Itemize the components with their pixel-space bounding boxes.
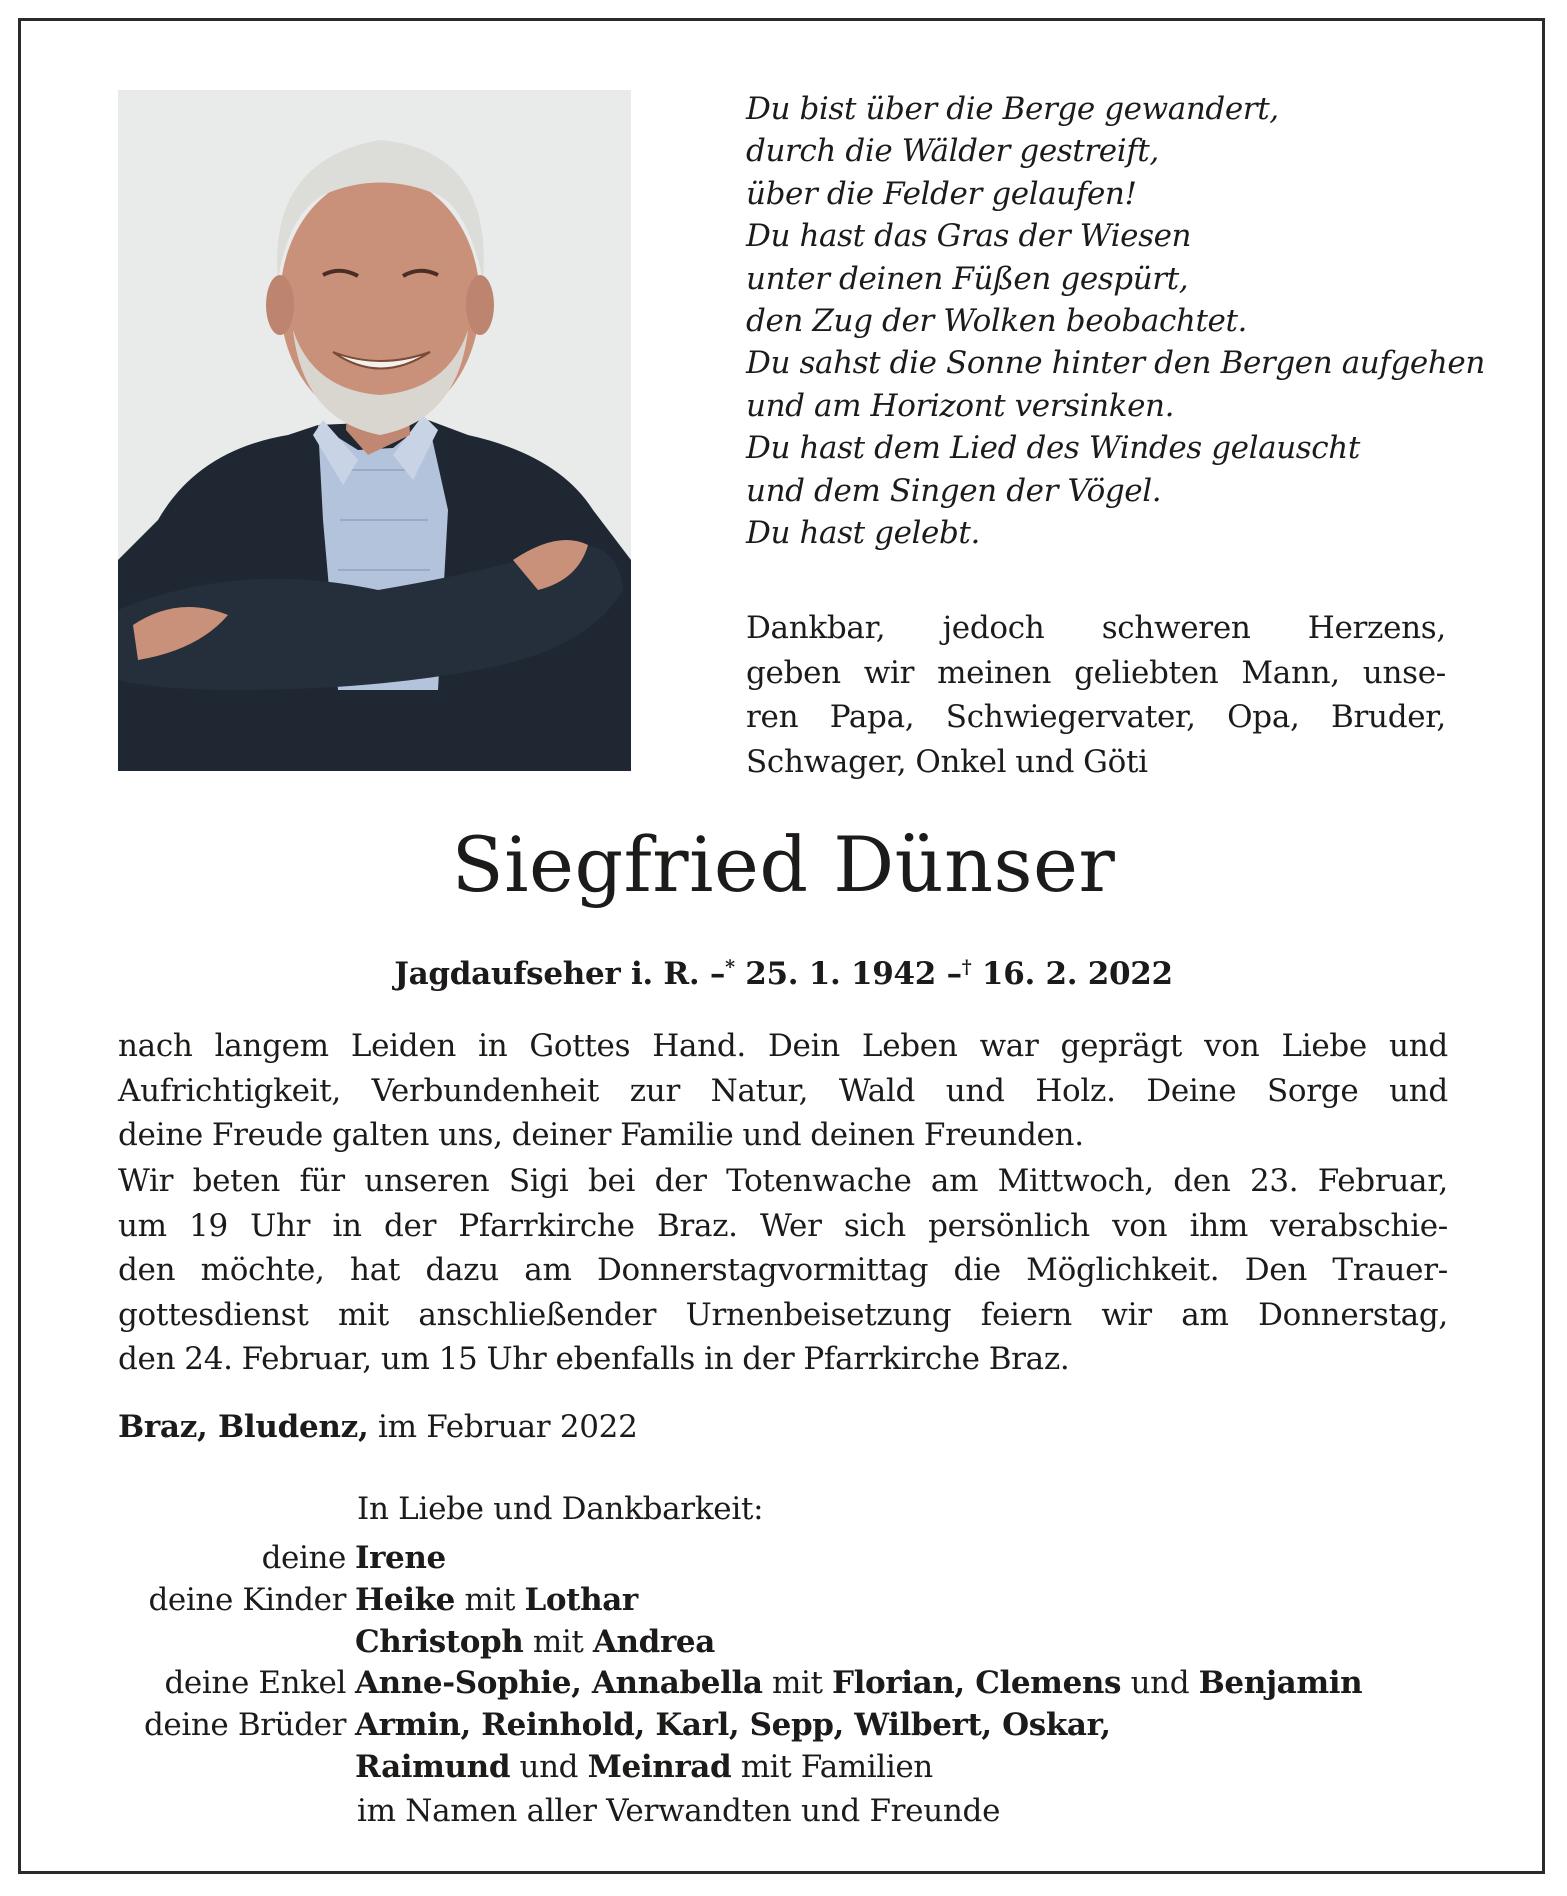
word: Uhr	[486, 1341, 547, 1377]
word: Freude	[211, 1117, 323, 1153]
word: bei	[587, 1163, 636, 1199]
word: ren	[746, 699, 799, 735]
word: Gottes	[529, 1028, 631, 1064]
word: der	[742, 1341, 795, 1377]
separator: –	[709, 956, 726, 992]
family-names	[355, 1580, 638, 1622]
relation-label	[118, 1622, 355, 1664]
family-names	[355, 1747, 933, 1789]
word: den	[118, 1252, 176, 1288]
word: Göti	[1083, 743, 1148, 780]
word: Dein	[767, 1028, 840, 1064]
poem-line: Du sahst die Sonne hinter den Bergen aufgehen	[746, 345, 1485, 382]
word: am	[930, 1163, 979, 1199]
word: dazu	[425, 1252, 499, 1288]
word: Verbundenheit	[371, 1072, 600, 1109]
word: hat	[350, 1252, 401, 1288]
portrait-illustration	[118, 90, 631, 771]
word: geliebten	[1074, 654, 1219, 691]
family-member-name: Florian, Clemens	[832, 1665, 1122, 1702]
family-names	[355, 1622, 715, 1664]
intro-text	[746, 606, 1446, 784]
word: jedoch	[942, 610, 1045, 646]
word: Sorge	[1266, 1072, 1359, 1109]
family-row	[118, 1705, 1458, 1747]
text-line	[746, 606, 1446, 651]
word: am	[1181, 1296, 1229, 1333]
word: geben	[746, 654, 841, 691]
word: ihm	[1189, 1207, 1248, 1244]
word: Pfarrkirche	[803, 1341, 980, 1377]
word: den	[1173, 1163, 1231, 1199]
word: Februar,	[1317, 1163, 1448, 1199]
family-row	[118, 1580, 1458, 1622]
word: nach	[118, 1028, 193, 1064]
text-line	[118, 1069, 1448, 1114]
family-names	[355, 1663, 1362, 1705]
word: am	[524, 1252, 572, 1288]
word: Onkel	[915, 743, 1007, 780]
text-line	[118, 1293, 1448, 1338]
word: anschließender	[418, 1296, 657, 1333]
word: den	[118, 1341, 176, 1377]
word: Hand.	[652, 1028, 746, 1064]
word: 23.	[1249, 1163, 1299, 1199]
text-line	[118, 1204, 1448, 1249]
word: Aufrichtigkeit,	[118, 1072, 341, 1109]
word: langem	[214, 1028, 329, 1064]
word: Möglichkeit.	[1026, 1252, 1220, 1288]
poem-line: Du hast dem Lied des Windes gelauscht	[746, 430, 1360, 467]
poem	[746, 88, 1485, 554]
word: persönlich	[928, 1207, 1090, 1244]
family-member-name: Raimund	[355, 1748, 511, 1785]
word: in	[703, 1341, 734, 1377]
word: für	[299, 1163, 345, 1199]
word: Wald	[838, 1072, 916, 1109]
text-line	[118, 1337, 1448, 1382]
word: 24.	[184, 1341, 233, 1377]
paragraph-2	[118, 1159, 1448, 1382]
final-line: im Namen aller Verwandten und Freunde	[357, 1793, 1001, 1829]
poem-line: den Zug der Wolken beobachtet.	[746, 303, 1247, 340]
death-date: 16. 2. 2022	[981, 956, 1173, 992]
text-line	[746, 651, 1446, 696]
connector-text: und	[510, 1748, 588, 1785]
word: war	[979, 1028, 1039, 1064]
date: im Februar 2022	[378, 1409, 638, 1445]
word: Pfarrkirche	[458, 1207, 635, 1244]
word: wir	[1101, 1296, 1152, 1333]
word: 15	[438, 1341, 478, 1377]
word: zur	[629, 1072, 680, 1109]
word: beten	[192, 1163, 281, 1199]
family-member-name: Armin, Reinhold, Karl, Sepp, Wilbert, Oskar,	[355, 1707, 1111, 1744]
place: Braz, Bludenz,	[118, 1409, 369, 1445]
word: und	[1015, 743, 1075, 780]
word: Natur,	[710, 1072, 809, 1109]
word: Freunden.	[923, 1117, 1084, 1153]
text-line	[118, 1248, 1448, 1293]
deceased-name: Siegfried Dünser	[451, 820, 1116, 909]
separator: –	[946, 956, 962, 992]
poem-line: über die Felder gelaufen!	[746, 175, 1137, 212]
word: von	[1204, 1028, 1260, 1064]
word: von	[1112, 1207, 1168, 1244]
word: galten	[331, 1117, 430, 1153]
relation-label: deine	[261, 1540, 346, 1576]
word: Totenwache	[726, 1163, 912, 1199]
word: Papa,	[829, 699, 915, 735]
word: um	[118, 1207, 167, 1244]
poem-line: unter deinen Füßen gespürt,	[746, 260, 1189, 297]
word: Bruder,	[1331, 699, 1446, 735]
closing-phrase: In Liebe und Dankbarkeit:	[357, 1491, 764, 1527]
word: Deine	[1146, 1072, 1237, 1109]
portrait-photo	[118, 90, 631, 771]
word: meinen	[937, 654, 1052, 691]
poem-line: Du hast gelebt.	[746, 515, 980, 552]
poem-line: und dem Singen der Vögel.	[746, 472, 1162, 509]
word: Leiden	[350, 1028, 457, 1064]
family-row	[118, 1622, 1458, 1664]
word: Holz.	[1035, 1072, 1116, 1109]
word: gottesdienst	[118, 1296, 309, 1333]
word: 19	[189, 1207, 228, 1244]
word: verabschie-	[1270, 1207, 1448, 1244]
word: mit	[338, 1296, 389, 1333]
word: geprägt	[1060, 1028, 1183, 1064]
word: Schwager,	[746, 743, 907, 780]
family-member-name: Christoph	[355, 1623, 524, 1660]
word: uns,	[438, 1117, 503, 1153]
relation-label	[118, 1747, 355, 1789]
family-member-name: Lothar	[524, 1581, 638, 1618]
text-line	[118, 1024, 1448, 1069]
word: unse-	[1362, 654, 1446, 691]
place-date	[118, 1406, 638, 1448]
word: Februar,	[241, 1341, 372, 1377]
text-line	[118, 1159, 1448, 1204]
family-member-name: Anne-Sophie, Annabella	[355, 1665, 763, 1702]
family-names	[355, 1705, 1111, 1747]
family-row	[118, 1747, 1458, 1789]
word: Mittwoch,	[997, 1163, 1154, 1199]
word: unseren	[364, 1163, 490, 1199]
word: die	[953, 1252, 1001, 1288]
word: Familie	[620, 1117, 734, 1153]
word: in	[332, 1207, 362, 1244]
word: und	[1389, 1028, 1448, 1064]
word: und	[945, 1072, 1005, 1109]
word: schweren	[1101, 610, 1251, 646]
word: Urnenbeisetzung	[685, 1296, 952, 1333]
connector-text: mit	[455, 1581, 525, 1618]
birth-symbol: *	[725, 956, 735, 978]
word: Sigi	[508, 1163, 569, 1199]
word: in	[478, 1028, 508, 1064]
family-member-name: Irene	[355, 1540, 446, 1576]
word: deine	[118, 1117, 203, 1153]
family-row	[118, 1538, 1458, 1580]
poem-line: durch die Wälder gestreift,	[746, 133, 1159, 170]
word: deiner	[511, 1117, 612, 1153]
word: Herzens,	[1307, 610, 1446, 646]
word: wir	[863, 654, 915, 691]
word: und	[742, 1117, 802, 1153]
word: ebenfalls	[555, 1341, 695, 1377]
relation-label: deine Brüder	[143, 1707, 346, 1744]
relation-label: deine Enkel	[164, 1665, 346, 1702]
word: um	[380, 1341, 430, 1377]
word: Braz.	[656, 1207, 738, 1244]
connector-text: mit	[523, 1623, 593, 1660]
family-member-name: Heike	[355, 1581, 455, 1618]
word: Uhr	[250, 1207, 311, 1244]
occupation: Jagdaufseher i. R.	[394, 956, 700, 992]
word: Mann,	[1241, 654, 1340, 691]
word: der	[654, 1163, 707, 1199]
word: sich	[843, 1207, 906, 1244]
family-list	[118, 1538, 1458, 1789]
text-line	[746, 740, 1446, 785]
word: Donnerstagvormittag	[596, 1252, 929, 1288]
connector-text: mit	[762, 1665, 833, 1702]
life-dates	[0, 946, 1567, 995]
word: der	[383, 1207, 437, 1244]
poem-line: und am Horizont versinken.	[746, 387, 1175, 424]
family-row	[118, 1663, 1458, 1705]
word: Opa,	[1227, 699, 1300, 735]
word: Wer	[760, 1207, 822, 1244]
word: Trauer-	[1332, 1252, 1448, 1288]
birth-date: 25. 1. 1942	[745, 956, 937, 992]
family-member-name: Andrea	[592, 1623, 715, 1660]
death-symbol: †	[961, 956, 972, 978]
word: Donnerstag,	[1258, 1296, 1448, 1333]
family-member-name: Benjamin	[1198, 1665, 1363, 1702]
word: Den	[1244, 1252, 1308, 1288]
paragraph-1	[118, 1024, 1448, 1158]
word: Dankbar,	[746, 610, 886, 646]
word: und	[1389, 1072, 1448, 1109]
poem-line: Du hast das Gras der Wiesen	[746, 218, 1192, 255]
text-line	[746, 695, 1446, 740]
relation-label: deine Kinder	[148, 1581, 346, 1618]
word: möchte,	[200, 1252, 325, 1288]
connector-text: und	[1121, 1665, 1199, 1702]
family-member-name: Meinrad	[587, 1748, 732, 1785]
word: Braz.	[988, 1341, 1070, 1377]
word: Wir	[118, 1163, 174, 1199]
word: Leben	[861, 1028, 958, 1064]
word: Schwiegervater,	[945, 699, 1196, 735]
connector-text: mit Familien	[731, 1748, 933, 1785]
word: deinen	[810, 1117, 915, 1153]
family-names	[355, 1538, 446, 1580]
word: Liebe	[1281, 1028, 1367, 1064]
word: feiern	[980, 1296, 1072, 1333]
text-line	[118, 1113, 1448, 1158]
poem-line: Du bist über die Berge gewandert,	[746, 91, 1279, 127]
